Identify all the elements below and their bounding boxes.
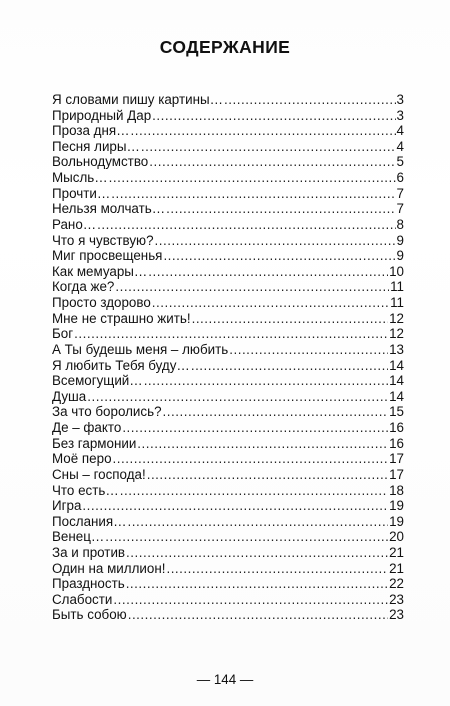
dot-leader bbox=[128, 606, 388, 624]
toc-entry-title: Бог bbox=[52, 326, 74, 342]
toc-entry-page-number: 11 bbox=[390, 279, 404, 295]
toc-entry-page-number: 3 bbox=[396, 107, 404, 123]
toc-entry-page-number: 4 bbox=[396, 123, 404, 139]
toc-entry-title: Песня лиры… bbox=[52, 138, 140, 154]
toc-entry-title: Сны – господа! bbox=[52, 466, 146, 482]
page-number-footer: — 144 — bbox=[196, 672, 254, 687]
toc-entry-page-number: 13 bbox=[389, 341, 404, 357]
toc-entry-title: Природный Дар bbox=[52, 107, 152, 123]
toc-entry-page-number: 9 bbox=[396, 232, 404, 248]
toc-entry-title: А Ты будешь меня – любить bbox=[52, 341, 229, 357]
toc-entry-page-number: 11 bbox=[390, 295, 404, 311]
toc-entry-page-number: 8 bbox=[396, 216, 404, 232]
toc-entry-page-number: 4 bbox=[396, 138, 404, 154]
toc-entry-title: Что я чувствую? bbox=[52, 232, 154, 248]
toc-entry-page-number: 23 bbox=[389, 607, 404, 623]
toc-entry-title: Когда же? bbox=[52, 279, 115, 295]
toc-entry-title: Что есть… bbox=[52, 482, 119, 498]
toc-entry-page-number: 18 bbox=[389, 482, 404, 498]
toc-entry-title: Игра bbox=[52, 498, 82, 514]
toc-entry-title: Моё перо bbox=[52, 451, 112, 467]
toc-entry-page-number: 16 bbox=[389, 435, 404, 451]
toc-entry-page-number: 20 bbox=[389, 529, 404, 545]
toc-entry-page-number: 7 bbox=[396, 201, 404, 217]
toc-entry-page-number: 12 bbox=[389, 310, 404, 326]
toc-entry-title: Нельзя молчать… bbox=[52, 201, 166, 217]
toc-entry-title: Без гармонии bbox=[52, 435, 137, 451]
toc-entry bbox=[52, 606, 404, 624]
toc-entry-title: Проза дня… bbox=[52, 123, 130, 139]
toc-entry-page-number: 23 bbox=[389, 591, 404, 607]
toc-entry-page-number: 21 bbox=[389, 544, 404, 560]
toc-entry-title: Вольнодумство bbox=[52, 154, 149, 170]
toc-entry-title: Миг просвещенья bbox=[52, 248, 163, 264]
toc-entry-title: Де – факто bbox=[52, 420, 122, 436]
toc-entry-title: Один на миллион! bbox=[52, 560, 166, 576]
toc-entry-page-number: 3 bbox=[396, 92, 404, 107]
toc-entry-title: Прочти… bbox=[52, 185, 111, 201]
toc-entry-title: Просто здорово bbox=[52, 295, 151, 311]
toc-entry-page-number: 19 bbox=[389, 498, 404, 514]
toc-entry-title: Как мемуары… bbox=[52, 263, 148, 279]
toc-entry-title: Душа bbox=[52, 388, 87, 404]
toc-entry-title: Послания… bbox=[52, 513, 127, 529]
toc-entry-page-number: 21 bbox=[389, 560, 404, 576]
toc-entry-title: Праздность bbox=[52, 576, 125, 592]
toc-entry-page-number: 5 bbox=[396, 154, 404, 170]
toc-entry-title: Всемогущий… bbox=[52, 373, 143, 389]
toc-entry-page-number: 17 bbox=[389, 466, 404, 482]
toc-entry-page-number: 16 bbox=[389, 420, 404, 436]
toc-entry-title: Слабости bbox=[52, 591, 113, 607]
toc-entry-title: Мысль… bbox=[52, 170, 108, 186]
toc-entry-page-number: 10 bbox=[389, 263, 404, 279]
toc-entry-page-number: 17 bbox=[389, 451, 404, 467]
toc-entry-title: За что боролись? bbox=[52, 404, 162, 420]
contents-heading: СОДЕРЖАНИЕ bbox=[159, 37, 291, 57]
toc-entry-page-number: 6 bbox=[396, 170, 404, 186]
toc-entry-page-number: 14 bbox=[389, 357, 404, 373]
toc-entry-page-number: 9 bbox=[396, 248, 404, 264]
toc-entry-page-number: 12 bbox=[389, 326, 404, 342]
toc-entry-page-number: 14 bbox=[389, 388, 404, 404]
toc-entry-title: Рано… bbox=[52, 216, 97, 232]
toc-entry-title: За и против bbox=[52, 544, 126, 560]
toc-entry-page-number: 7 bbox=[396, 185, 404, 201]
toc-entry-title: Я словами пишу картины… bbox=[52, 92, 223, 107]
toc-entry-page-number: 19 bbox=[389, 513, 404, 529]
toc-entry-title: Я любить Тебя буду… bbox=[52, 357, 190, 373]
toc-entry-page-number: 22 bbox=[389, 576, 404, 592]
toc-entry-title: Венец… bbox=[52, 529, 105, 545]
toc-entry-title: Быть собою bbox=[52, 607, 127, 623]
toc-entry-title: Мне не страшно жить! bbox=[52, 310, 191, 326]
toc-entry-page-number: 15 bbox=[389, 404, 404, 420]
toc-entry-page-number: 14 bbox=[389, 373, 404, 389]
